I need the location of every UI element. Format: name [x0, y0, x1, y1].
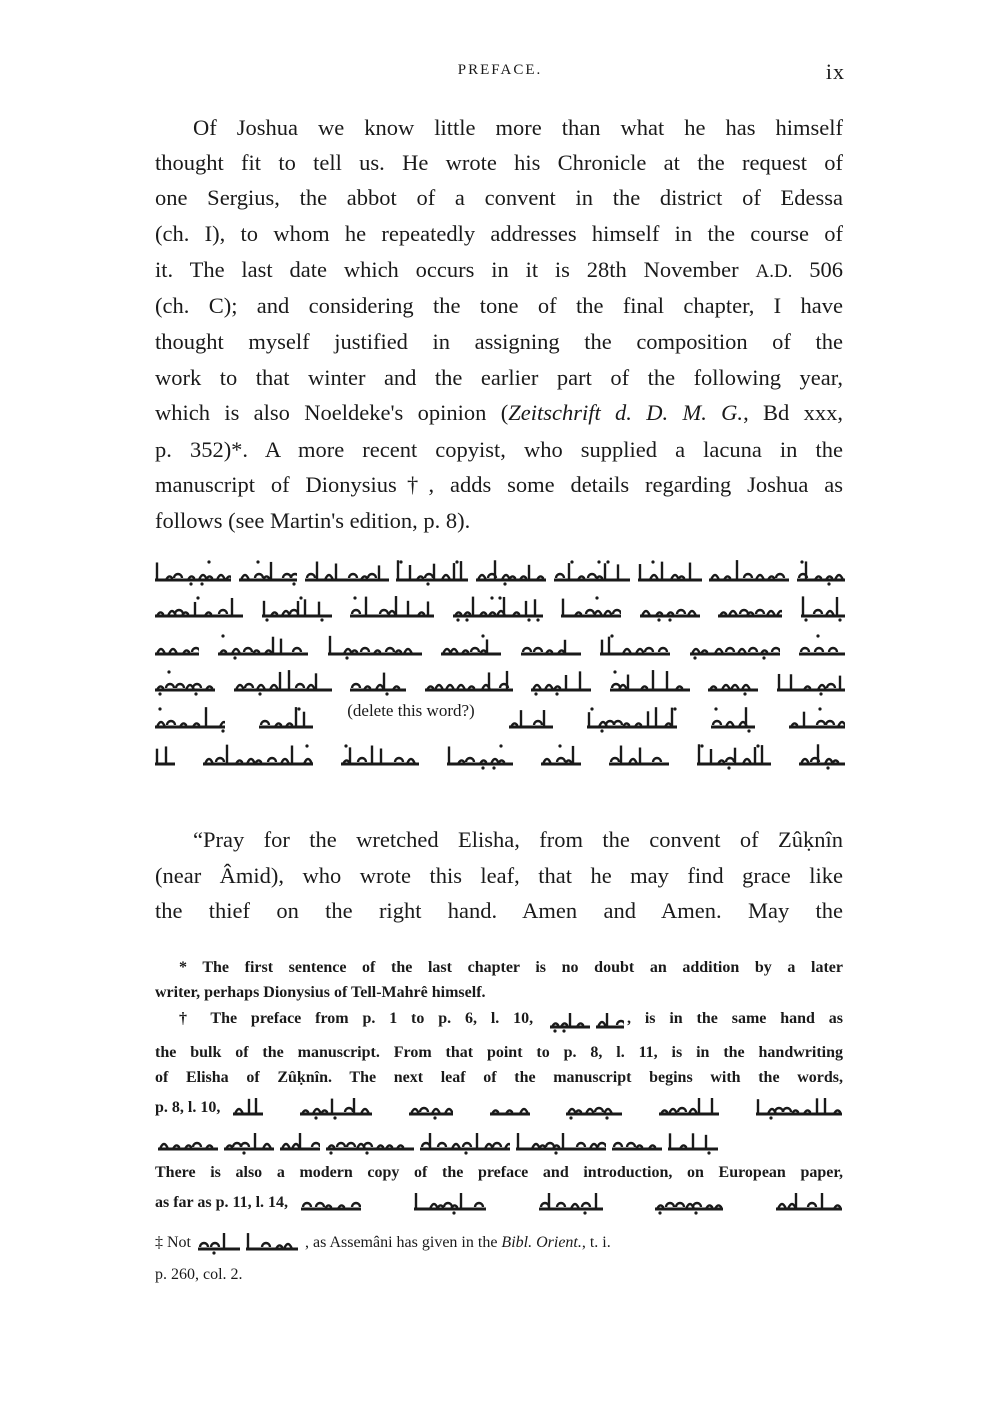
syriac-word — [566, 1098, 622, 1118]
syriac-word — [155, 707, 225, 729]
syriac-word — [708, 670, 758, 692]
syriac-word — [262, 596, 332, 618]
syriac-word — [668, 1133, 718, 1153]
footnote-text: † The preface from p. 1 to p. 6, l. 10, — [179, 1010, 534, 1027]
syriac-line — [155, 620, 845, 656]
syriac-word — [638, 560, 702, 582]
syriac-word — [259, 707, 313, 729]
syriac-word — [158, 1133, 218, 1153]
footnote-text: , as Assemâni has given in the — [305, 1234, 498, 1251]
syriac-word — [233, 1098, 263, 1118]
syriac-word — [409, 1098, 453, 1118]
syriac-word — [711, 707, 755, 729]
syriac-word — [246, 1233, 298, 1253]
footnote-line — [155, 1006, 843, 1031]
syriac-word — [447, 744, 513, 766]
syriac-word — [797, 560, 845, 582]
syriac-word — [587, 707, 677, 729]
syriac-inline — [298, 1193, 845, 1213]
body-text: , Bd xxx, — [743, 400, 843, 425]
syriac-word — [612, 1133, 662, 1153]
footnote-text: as far as p. 11, l. 14, — [155, 1194, 289, 1211]
syriac-word — [218, 634, 308, 656]
syriac-word — [718, 596, 782, 618]
syriac-inline — [195, 1233, 301, 1253]
footnote-text: , t. i. — [581, 1234, 611, 1251]
syriac-inline — [230, 1098, 845, 1118]
syriac-word — [441, 634, 501, 656]
syriac-word — [198, 1233, 240, 1253]
syriac-word — [550, 1013, 590, 1033]
footnote-line: p. 260, col. 2. — [155, 1266, 243, 1283]
syriac-word — [799, 634, 845, 656]
body-line: (ch. I), to whom he repeatedly addresses himself in the course of — [155, 221, 843, 246]
syriac-line — [155, 730, 845, 766]
year: 506 — [809, 257, 844, 282]
syriac-word — [305, 560, 389, 582]
footnote-line: the bulk of the manuscript. From that point to p. 8, l. 11, is in the handwriting — [155, 1044, 843, 1061]
syriac-word — [155, 596, 243, 618]
syriac-word — [414, 1193, 486, 1213]
syriac-word — [777, 670, 845, 692]
syriac-word — [554, 560, 630, 582]
syriac-word — [799, 744, 845, 766]
syriac-word — [350, 596, 434, 618]
syriac-word — [609, 744, 669, 766]
page-number: ix — [825, 59, 845, 84]
syriac-word — [425, 670, 513, 692]
syriac-word — [655, 1193, 723, 1213]
footnote-text: p. 8, l. 10, — [155, 1099, 221, 1116]
editorial-note: (delete this word?) — [347, 701, 475, 720]
syriac-word — [509, 707, 553, 729]
footnote-line: There is also a modern copy of the preface and introduction, on European paper, — [155, 1164, 843, 1181]
syriac-line — [155, 582, 845, 618]
running-head-title: PREFACE. — [457, 62, 543, 78]
work-title: Bibl. Orient. — [501, 1234, 582, 1251]
syriac-word — [690, 634, 780, 656]
running-head — [155, 59, 845, 86]
syriac-word — [420, 1133, 510, 1153]
footnote-line: writer, perhaps Dionysius of Tell-Mahrê himself. — [155, 984, 486, 1001]
body-line: thought fit to tell us. He wrote his Chronicle at the request of — [155, 150, 843, 175]
body-line: Of Joshua we know little more than what he has himself — [193, 115, 843, 140]
body-text: which is also Noeldeke's opinion ( — [155, 400, 509, 425]
footnote-line: of Elisha of Zûḳnîn. The next leaf of the manuscript begins with the words, — [155, 1069, 843, 1086]
syriac-word — [541, 744, 581, 766]
syriac-word — [640, 596, 700, 618]
syriac-word — [516, 1133, 606, 1153]
syriac-word — [341, 744, 419, 766]
syriac-word — [756, 1098, 842, 1118]
body-line — [155, 252, 843, 290]
syriac-word — [203, 744, 313, 766]
syriac-word — [561, 596, 621, 618]
syriac-word — [596, 1013, 624, 1033]
syriac-word — [396, 560, 468, 582]
body-text: it. The last date which occurs in it is 28th November — [155, 257, 739, 282]
syriac-word — [328, 634, 422, 656]
footnote-line — [155, 1188, 845, 1218]
body-line: one Sergius, the abbot of a convent in the district of Edessa — [155, 185, 843, 210]
syriac-word — [521, 634, 581, 656]
syriac-word — [224, 1133, 274, 1153]
syriac-word — [610, 670, 690, 692]
footnote-line — [155, 1093, 845, 1123]
body-line: manuscript of Dionysius†, adds some details regarding Joshua as — [155, 472, 843, 497]
syriac-word — [155, 634, 199, 656]
syriac-word — [155, 670, 215, 692]
syriac-word — [300, 1098, 372, 1118]
syriac-word — [531, 670, 591, 692]
syriac-word — [239, 560, 297, 582]
footnote-text: , is in the same hand as — [626, 1010, 844, 1027]
syriac-word — [659, 1098, 719, 1118]
body-line: (ch. C); and considering the tone of the final chapter, I have — [155, 293, 843, 318]
syriac-word — [776, 1193, 842, 1213]
syriac-word — [490, 1098, 530, 1118]
syriac-word — [234, 670, 332, 692]
footnote-line: * The first sentence of the last chapter is no doubt an addition by a later — [179, 959, 843, 976]
syriac-word — [155, 744, 175, 766]
body-line: thought myself justified in assigning the composition of the — [155, 329, 843, 354]
syriac-word — [301, 1193, 361, 1213]
syriac-word — [350, 670, 406, 692]
body-line: follows (see Martin's edition, p. 8). — [155, 508, 471, 533]
body-line: the thief on the right hand. Amen and Amen. May the — [155, 898, 843, 923]
syriac-word — [801, 596, 845, 618]
syriac-line — [155, 656, 845, 692]
syriac-inline-line — [155, 1128, 845, 1158]
syriac-line — [155, 693, 845, 729]
body-line: “Pray for the wretched Elisha, from the convent of Zûḳnîn — [193, 827, 843, 852]
footnote-text: ‡ Not — [155, 1234, 191, 1251]
syriac-word — [789, 707, 845, 729]
body-line: p. 352)*. A more recent copyist, who supplied a lacuna in the — [155, 437, 843, 462]
syriac-word — [155, 560, 231, 582]
syriac-word — [476, 560, 546, 582]
syriac-word — [326, 1133, 414, 1153]
footnote-line — [155, 1228, 845, 1258]
body-line — [155, 395, 843, 431]
body-line: (near Âmid), who wrote this leaf, that he may find grace like — [155, 863, 843, 888]
syriac-word — [600, 634, 670, 656]
syriac-line — [155, 546, 845, 582]
journal-title: Zeitschrift d. D. M. G. — [508, 400, 744, 425]
syriac-inline — [547, 1009, 627, 1029]
syriac-word — [539, 1193, 603, 1213]
syriac-word — [697, 744, 771, 766]
syriac-word — [453, 596, 543, 618]
syriac-word — [280, 1133, 320, 1153]
era-abbrev: A.D. — [755, 261, 793, 282]
body-line: work to that winter and the earlier part of the following year, — [155, 365, 843, 390]
syriac-word — [709, 560, 789, 582]
